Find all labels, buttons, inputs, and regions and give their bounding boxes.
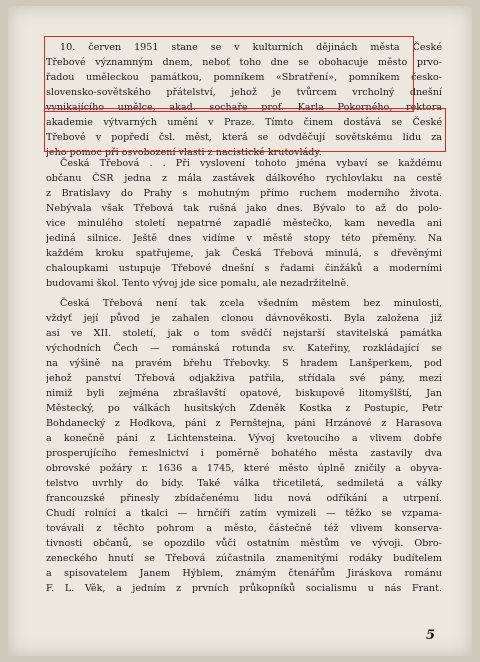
paragraph-history <box>46 296 442 596</box>
paragraph-intro <box>46 40 442 160</box>
text-line: slovensko-sovětského přátelství, jehož je tvůrcem vrcholný dnešní <box>46 87 442 98</box>
paragraph-ceska-trebova <box>46 156 442 291</box>
text-line: Třebové v popředí čsl. měst, která se odvděčují sovětskému lidu za <box>46 132 442 143</box>
text-line: Bohdanecký z Hodkova, páni z Pernštejna, páni Hrzánové z Harasova <box>46 418 442 429</box>
text-line: asi ve XII. století, jak o tom svědčí nejstarší stavitelská památka <box>46 328 442 339</box>
text-line: východních Čech — románská rotunda sv. Kateřiny, rozkládající se <box>46 343 442 354</box>
text-line: vždyť její původ je zahalen clonou dávnověkosti. Byla založena již <box>46 313 442 324</box>
text-line: továvali z těchto pohrom a město, částečně též vlivem konserva- <box>46 523 442 534</box>
text-line: jediná silnice. Ještě dnes vidíme v městě stopy této přeměny. Na <box>46 233 442 244</box>
text-line: Nebývala však Třebová tak rušná jako dnes. Bývalo to až do polo- <box>46 203 442 214</box>
text-line: jehož panství Třebová odjakživa patřila, střídala své pány, mezi <box>46 373 442 384</box>
text-line: Městecký, po válkách husitských Zdeněk Kostka z Postupic, Petr <box>46 403 442 414</box>
text-line: jeho pomoc při osvobození vlasti z nacistické krutovlády. <box>46 147 322 158</box>
text-line: Česká Třebová není tak zcela všedním městem bez minulosti, <box>60 298 442 309</box>
text-line: z Bratislavy do Prahy s mohutným přímo ruchem moderního života. <box>46 188 442 199</box>
text-line: 10. červen 1951 stane se v kulturních dějinách města České <box>60 42 442 53</box>
text-line: Chudí rolníci a tkalci — hrnčíři zatím vymizeli — těžko se vzpama- <box>46 508 442 519</box>
document-page <box>8 6 472 656</box>
text-line: Česká Třebová . . Při vyslovení tohoto jména vybaví se každému <box>60 158 442 169</box>
text-line: francouzské přinesly zbídačenému lidu nová odříkání a utrpení. <box>46 493 442 504</box>
text-line: občanu ČSR jedna z mála zastávek dálkového rychlovlaku na cestě <box>46 173 442 184</box>
text-line: vynikajícího umělce, akad. sochaře prof. Karla Pokorného, rektora <box>46 102 442 113</box>
text-line: Třebové významným dnem, neboť toho dne se obohacuje město prvo- <box>46 57 442 68</box>
text-line: na výšině na pravém břehu Třebovky. S hradem Lanšperkem, pod <box>46 358 442 369</box>
text-line: tivnosti občanů, se opozdilo vůči ostatním městům ve vývoji. Obro- <box>46 538 442 549</box>
text-line: řadou uměleckou památkou, pomníkem «Sbratření», pomníkem česko- <box>46 72 442 83</box>
text-line: budovami škol. Tento vývoj jde sice pomalu, ale nezadržitelně. <box>46 278 350 289</box>
text-line: F. L. Věk, a jedním z prvních průkopníků socialismu u nás Frant. <box>46 583 442 594</box>
text-line: prosperujícího řemeslnictví i poměrně bohatého města zastavily dva <box>46 448 442 459</box>
text-line: vice minulého století nepatrné zapadlé městečko, kam nevedla ani <box>46 218 442 229</box>
text-line: každém kroku spatřujeme, jak Česká Třebová minulá, s dřevěnými <box>46 248 442 259</box>
text-line: chaloupkami ustupuje Třebové dnešní s řadami činžáků a moderními <box>46 263 442 274</box>
text-line: a konečně páni z Lichtensteina. Vývoj kvetoucího a vlivem dobře <box>46 433 442 444</box>
text-line: a spisovatelem Janem Hýblem, známým čtenářům Jiráskova románu <box>46 568 442 579</box>
text-line: zeneckého hnutí se Třebová zúčastnila znamenitými rodáky budítelem <box>46 553 442 564</box>
text-line: nimiž byli zejména zbrašlavští opatové, biskupové litomyšlští, Jan <box>46 388 442 399</box>
page-number: 5 <box>426 628 436 643</box>
text-line: telstvo uvrhly do bídy. Také válka třicetiletá, sedmiletá a války <box>46 478 442 489</box>
text-line: obrovské požáry r. 1636 a 1745, které město úplně zničily a obyva- <box>46 463 442 474</box>
text-line: akademie výtvarných umění v Praze. Tímto činem dostává se České <box>46 117 442 128</box>
